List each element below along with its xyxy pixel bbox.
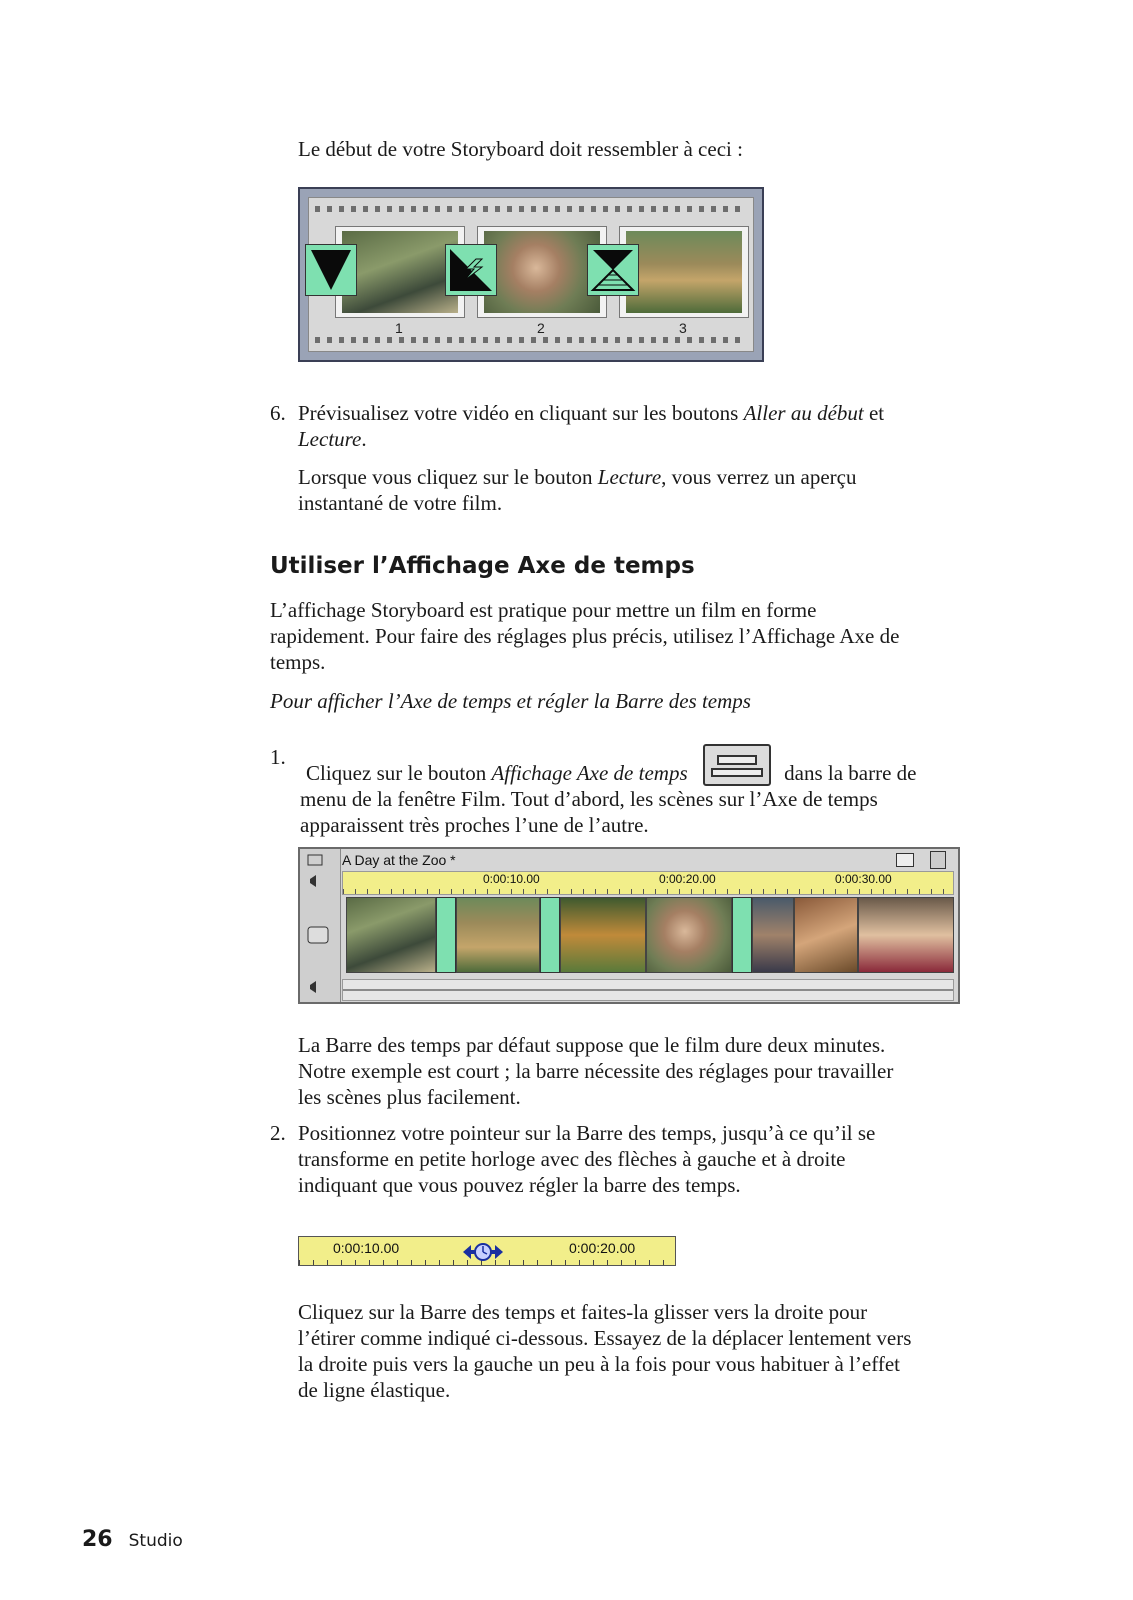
scene-thumbnail <box>342 231 458 313</box>
step-1 <box>270 744 970 838</box>
step-text: Positionnez votre pointeur sur la Barre des temps, jusqu’à ce qu’il se <box>298 1121 876 1145</box>
step-text: Prévisualisez votre vidéo en cliquant sur les boutons <box>298 401 744 425</box>
audio-track <box>342 979 954 1001</box>
para-line: Notre exemple est court ; la barre nécessite des réglages pour travailler <box>298 1059 894 1083</box>
step-text: et <box>863 401 885 425</box>
para-line: L’affichage Storyboard est pratique pour mettre un film en forme <box>270 598 817 622</box>
ruler-tick-label: 0:00:20.00 <box>569 1240 636 1256</box>
product-name: Studio <box>128 1531 183 1551</box>
button-name: Affichage Axe de temps <box>491 761 688 785</box>
para-line: La Barre des temps par défaut suppose que le film dure deux minutes. <box>298 1033 886 1057</box>
step-text: dans la barre de <box>784 761 917 785</box>
scene-number: 3 <box>679 320 687 336</box>
ruler-tick-label: 0:00:30.00 <box>835 872 892 886</box>
scene-thumbnail <box>484 231 600 313</box>
transition-icon <box>587 244 639 296</box>
transition-icon <box>540 897 560 973</box>
para-line: la droite puis vers la gauche un peu à la fois pour vous habituer à l’effet <box>298 1352 900 1376</box>
ruler-tick-label: 0:00:10.00 <box>483 872 540 886</box>
step-text: menu de la fenêtre Film. Tout d’abord, les scènes sur l’Axe de temps <box>300 787 878 811</box>
para-text: instantané de votre film. <box>298 491 503 515</box>
para-text: , vous verrez un aperçu <box>661 465 857 489</box>
trash-icon <box>930 851 946 869</box>
scene-thumbnail <box>626 231 742 313</box>
step-number: 1. <box>270 745 286 769</box>
timeline-bar-icon <box>717 755 757 765</box>
timeline-bar-icon <box>711 768 763 777</box>
timeline-track-icons <box>300 849 341 1002</box>
para-line: rapidement. Pour faire des réglages plus précis, utilisez l’Affichage Axe de <box>270 624 900 648</box>
intro-paragraph <box>270 597 970 675</box>
para-line: temps. <box>270 650 326 674</box>
timeline-clip <box>346 897 436 973</box>
step-number: 6. <box>270 401 286 425</box>
page-number: 26 <box>82 1527 113 1552</box>
step-text: indiquant que vous pouvez régler la barre des temps. <box>298 1173 741 1197</box>
timeline-clip <box>794 897 858 973</box>
timeline-clip <box>858 897 954 973</box>
para-text: Lorsque vous cliquez sur le bouton <box>298 465 598 489</box>
transition-icon <box>436 897 456 973</box>
para-line: les scènes plus facilement. <box>298 1085 521 1109</box>
clock-resize-cursor-icon <box>461 1241 505 1263</box>
scene-number: 1 <box>395 320 403 336</box>
default-timebar-paragraph <box>298 1032 978 1110</box>
timeline-clip <box>646 897 732 973</box>
transition-icon <box>445 244 497 296</box>
step-text: Cliquez sur le bouton <box>306 761 492 785</box>
button-name: Lecture <box>298 427 362 451</box>
transition-icon <box>732 897 752 973</box>
step-2 <box>270 1120 970 1198</box>
timeline-view-button <box>703 744 771 786</box>
time-bar-screenshot <box>298 1236 676 1266</box>
timeline-clip <box>560 897 646 973</box>
step-number: 2. <box>270 1121 286 1145</box>
intro-text: Le début de votre Storyboard doit ressembler à ceci : <box>298 137 743 161</box>
para-line: Cliquez sur la Barre des temps et faites-la glisser vers la droite pour <box>298 1300 868 1324</box>
scene-number: 2 <box>537 320 545 336</box>
para-line: l’étirer comme indiqué ci-dessous. Essayez de la déplacer lentement vers <box>298 1326 912 1350</box>
step-text: apparaissent très proches l’une de l’autre. <box>300 813 649 837</box>
movie-title: A Day at the Zoo * <box>342 852 456 868</box>
time-ruler <box>342 871 954 895</box>
drag-instructions-paragraph <box>298 1299 998 1403</box>
step-6 <box>270 400 970 452</box>
timeline-screenshot <box>298 847 960 1004</box>
procedure-title: Pour afficher l’Axe de temps et régler la Barre des temps <box>270 689 751 713</box>
step-text: . <box>361 427 367 451</box>
storyboard-screenshot <box>298 187 764 362</box>
step-text: transforme en petite horloge avec des flèches à gauche et à droite <box>298 1147 846 1171</box>
timeline-clip <box>456 897 540 973</box>
timeline-clip <box>752 897 794 973</box>
page-footer <box>82 1527 183 1552</box>
window-icon <box>896 853 914 867</box>
para-line: de ligne élastique. <box>298 1378 451 1402</box>
step-6-followup <box>298 464 978 516</box>
ruler-tick-label: 0:00:10.00 <box>333 1240 400 1256</box>
transition-icon <box>305 244 357 296</box>
button-name: Aller au début <box>743 401 864 425</box>
button-name: Lecture <box>597 465 662 489</box>
section-heading: Utiliser l’Affichage Axe de temps <box>270 553 695 579</box>
ruler-tick-label: 0:00:20.00 <box>659 872 716 886</box>
